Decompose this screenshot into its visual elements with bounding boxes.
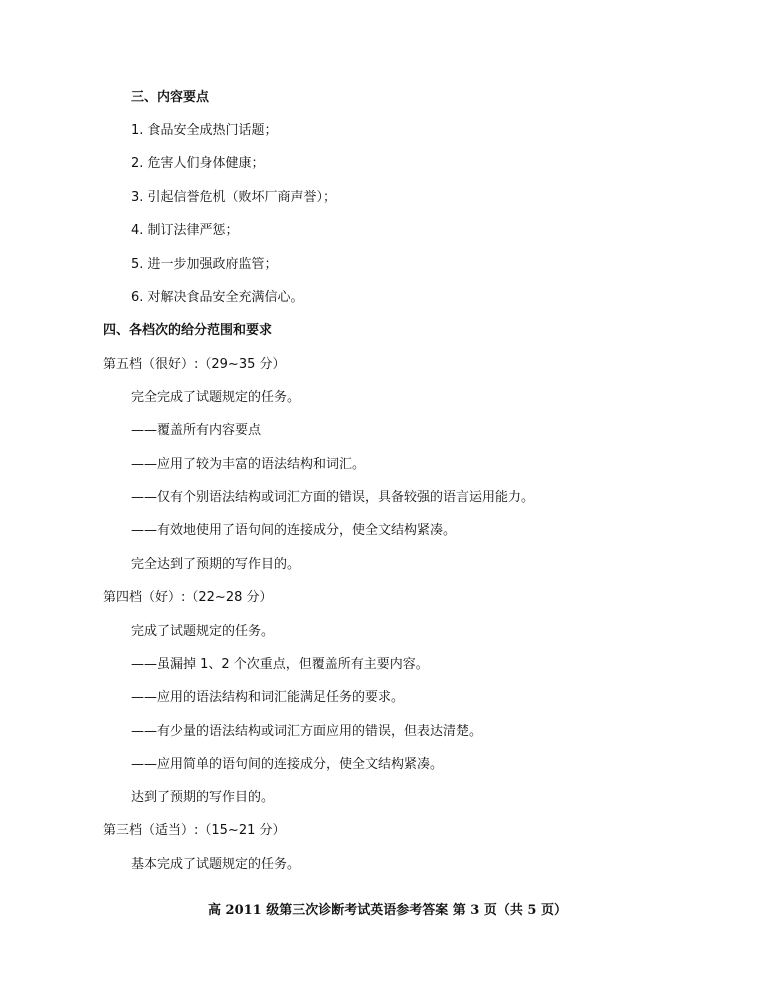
tier-4-outro: 达到了预期的写作目的。 <box>131 790 275 805</box>
tier-4-item-2: ——应用的语法结构和词汇能满足任务的要求。 <box>131 690 405 705</box>
page-footer: 高 2011 级第三次诊断考试英语参考答案 第 3 页（共 5 页） <box>208 903 567 918</box>
tier-5-intro: 完全完成了试题规定的任务。 <box>131 390 301 405</box>
tier-3-title: 第三档（适当）:（15~21 分） <box>103 823 286 838</box>
tier-3-intro: 基本完成了试题规定的任务。 <box>131 857 301 872</box>
content-point-1: 1. 食品安全成热门话题； <box>131 123 278 138</box>
tier-5-item-3: ——仅有个别语法结构或词汇方面的错误，具备较强的语言运用能力。 <box>131 490 535 505</box>
tier-5-item-2: ——应用了较为丰富的语法结构和词汇。 <box>131 457 366 472</box>
tier-4-intro: 完成了试题规定的任务。 <box>131 624 275 639</box>
content-point-2: 2. 危害人们身体健康； <box>131 156 265 171</box>
content-point-6: 6. 对解决食品安全充满信心。 <box>131 290 304 305</box>
section-3-heading: 三、内容要点 <box>131 90 210 105</box>
content-point-5: 5. 进一步加强政府监管； <box>131 257 278 272</box>
tier-4-item-3: ——有少量的语法结构或词汇方面应用的错误，但表达清楚。 <box>131 724 483 739</box>
tier-4-item-1: ——虽漏掉 1、2 个次重点，但覆盖所有主要内容。 <box>131 657 429 672</box>
tier-4-title: 第四档（好）:（22~28 分） <box>103 590 273 605</box>
content-point-4: 4. 制订法律严惩； <box>131 223 239 238</box>
tier-5-item-4: ——有效地使用了语句间的连接成分，使全文结构紧凑。 <box>131 523 457 538</box>
tier-5-title: 第五档（很好）:（29~35 分） <box>103 357 286 372</box>
section-4-heading: 四、各档次的给分范围和要求 <box>103 323 273 338</box>
content-point-3: 3. 引起信誉危机（败坏厂商声誉）； <box>131 190 337 205</box>
tier-5-outro: 完全达到了预期的写作目的。 <box>131 557 301 572</box>
tier-4-item-4: ——应用简单的语句间的连接成分，使全文结构紧凑。 <box>131 757 444 772</box>
tier-5-item-1: ——覆盖所有内容要点 <box>131 423 262 438</box>
